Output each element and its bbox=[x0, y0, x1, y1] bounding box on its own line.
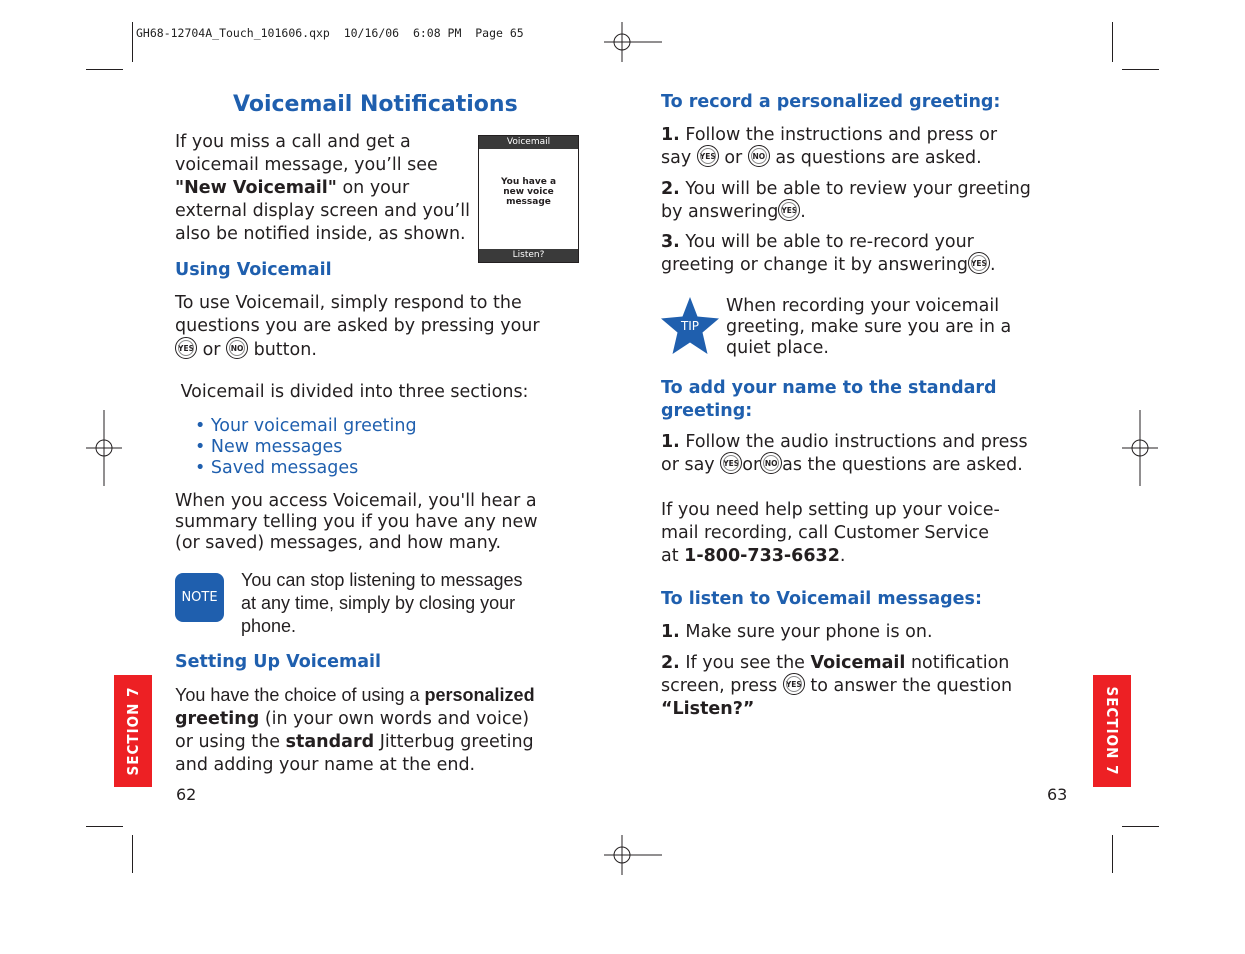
registration-mark-bottom bbox=[604, 835, 662, 875]
page-title: Voicemail Notifications bbox=[233, 92, 518, 117]
record-step-3: 3. You will be able to re-record your greeting or change it by answering YES . bbox=[661, 232, 996, 275]
page-number-left: 62 bbox=[176, 785, 197, 804]
print-slug: GH68-12704A_Touch_101606.qxp 10/16/06 6:08 PM Page 65 bbox=[136, 26, 524, 40]
tip-text: When recording your voicemail greeting, make sure you are in a quiet place. bbox=[726, 296, 1012, 358]
setting-up-heading: Setting Up Voicemail bbox=[175, 652, 382, 672]
yes-button-icon: YES bbox=[778, 199, 800, 221]
listen-heading: To listen to Voicemail messages: bbox=[661, 589, 982, 609]
setting-up-paragraph: You have the choice of using a personalized greeting (in your own words and voice) or using the standard Jitterbug greeting and adding your name at the end. bbox=[175, 685, 535, 775]
sections-list bbox=[195, 416, 417, 479]
sections-intro: Voicemail is divided into three sections: bbox=[175, 382, 529, 402]
yes-button-icon: YES bbox=[968, 252, 990, 274]
no-button-icon: NO bbox=[760, 452, 782, 474]
listen-step-2: 2. If you see the Voicemail notification screen, press YES to answer the question “Listen?” bbox=[661, 653, 1013, 719]
no-button-icon: NO bbox=[748, 145, 770, 167]
using-voicemail-paragraph: To use Voicemail, simply respond to the questions you are asked by pressing your YES or NO button. bbox=[175, 293, 540, 360]
registration-mark-right bbox=[1122, 410, 1158, 486]
customer-service-phone: 1-800-733-6632 bbox=[684, 546, 840, 566]
registration-mark-left bbox=[86, 410, 122, 486]
note-text: You can stop listening to messages at any time, simply by closing your phone. bbox=[241, 570, 523, 636]
yes-button-icon: YES bbox=[697, 145, 719, 167]
tip-label: TIP bbox=[680, 319, 700, 333]
record-step-2: 2. You will be able to review your greeting by answering YES . bbox=[661, 179, 1031, 222]
registration-mark-top bbox=[604, 22, 662, 62]
phone-screen-footer: Listen? bbox=[479, 249, 578, 262]
access-paragraph: When you access Voicemail, you'll hear a summary telling you if you have any new (or saved) messages, and how many. bbox=[175, 491, 538, 553]
intro-paragraph: If you miss a call and get a voicemail message, you’ll see "New Voicemail" on your external display screen and you’ll also be notified inside, as shown. bbox=[175, 132, 470, 244]
using-voicemail-heading: Using Voicemail bbox=[175, 260, 332, 280]
add-name-step-1: 1. Follow the audio instructions and press or say YES or NO as the questions are asked. bbox=[661, 432, 1028, 475]
list-item: • New messages bbox=[195, 437, 343, 457]
page-number-right: 63 bbox=[1047, 785, 1068, 804]
listen-step-1: 1. Make sure your phone is on. bbox=[661, 622, 933, 642]
yes-button-icon: YES bbox=[175, 337, 197, 359]
note-badge: NOTE bbox=[175, 573, 224, 622]
yes-button-icon: YES bbox=[783, 673, 805, 695]
record-step-1: 1. Follow the instructions and press or say YES or NO as questions are asked. bbox=[661, 125, 998, 168]
list-item: • Your voicemail greeting bbox=[195, 416, 417, 436]
help-paragraph: If you need help setting up your voice- mail recording, call Customer Service at 1-800-733-6632. bbox=[661, 500, 1000, 566]
yes-button-icon: YES bbox=[720, 452, 742, 474]
list-item: • Saved messages bbox=[195, 458, 359, 478]
record-greeting-heading: To record a personalized greeting: bbox=[661, 92, 1001, 112]
section-tab-right: SECTION 7 bbox=[1093, 675, 1131, 787]
add-name-heading: To add your name to the standard greeting: bbox=[661, 378, 997, 421]
no-button-icon: NO bbox=[226, 337, 248, 359]
phone-screen-message: You have a new voice message bbox=[500, 177, 557, 207]
phone-screen-illustration bbox=[478, 135, 579, 263]
phone-screen-header: Voicemail bbox=[479, 136, 578, 149]
section-tab-left: SECTION 7 bbox=[114, 675, 152, 787]
